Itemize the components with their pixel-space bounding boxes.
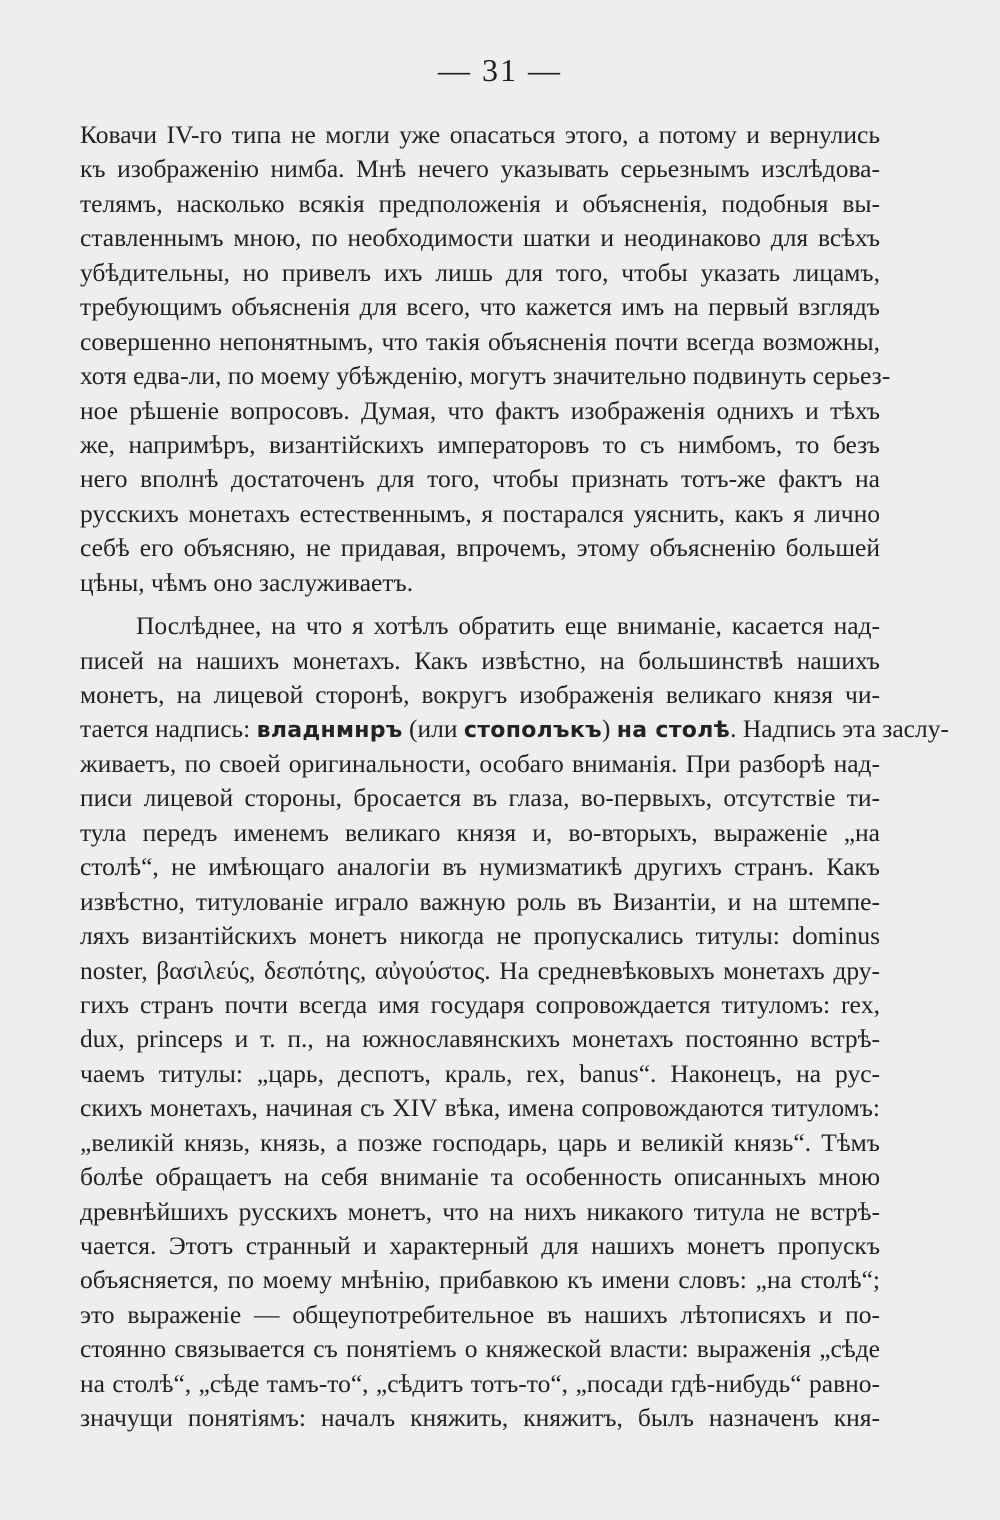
text-span: . Надпись эта заслу- (730, 714, 949, 744)
text-line-with-inscription (80, 712, 949, 746)
paragraph-first-line: Послѣднее, на что я хотѣлъ обратить еще вниманіе, касается над- (136, 611, 880, 641)
text-line: писи лицевой стороны, бросается въ глаза, во-первыхъ, отсутствіе ти- (80, 783, 880, 813)
old-slavonic-inscription: владнмнръ (256, 718, 403, 744)
text-line: скихъ монетахъ, начиная съ XIV вѣка, имена сопровождаются титуломъ: (80, 1093, 880, 1123)
text-line: чается. Этотъ странный и характерный для нашихъ монетъ пропускъ (80, 1231, 880, 1260)
text-line: на столѣ“, „сѣде тамъ-то“, „сѣдитъ тотъ-то“, „посади гдѣ-нибудь“ равно- (80, 1368, 880, 1398)
text-line: dux, princeps и т. п., на южнославянскихъ монетахъ постоянно встрѣ- (80, 1024, 880, 1054)
text-line: ное рѣшеніе вопросовъ. Думая, что фактъ изображенія однихъ и тѣхъ (80, 395, 880, 425)
text-line: это выраженіе — общеупотребительное въ нашихъ лѣтописяхъ и по- (80, 1299, 880, 1329)
text-line: столѣ“, не имѣющаго аналогіи въ нумизматикѣ другихъ странъ. Какъ (80, 852, 880, 882)
text-line: древнѣйшихъ русскихъ монетъ, что на нихъ никакого титула не встрѣ- (80, 1196, 880, 1226)
text-line: убѣдительны, но привелъ ихъ лишь для того, чтобы указать лицамъ, (80, 257, 880, 287)
text-span: ) (601, 714, 617, 744)
text-line: требующимъ объясненія для всего, что кажется имъ на первый взглядъ (80, 292, 880, 322)
text-line: „великій князь, князь, а позже господарь, царь и великій князь“. Тѣмъ (80, 1127, 880, 1157)
text-line: себѣ его объясняю, не придавая, впрочемъ, этому объясненію большей (80, 533, 880, 563)
text-line: чаемъ титулы: „царь, деспотъ, краль, rex, banus“. Наконецъ, на рус- (80, 1058, 880, 1088)
text-line: стоянно связывается съ понятіемъ о княжеской власти: выраженія „сѣде (80, 1334, 880, 1364)
old-slavonic-inscription: стополъкъ (463, 718, 602, 744)
page-body-text (80, 118, 949, 1436)
text-line: тула передъ именемъ великаго князя и, во-вторыхъ, выраженіе „на (80, 817, 880, 847)
text-line: монетъ, на лицевой сторонѣ, вокругъ изображенія великаго князя чи- (80, 680, 880, 709)
text-line: объясняется, по моему мнѣнію, прибавкою къ имени словъ: „на столѣ“; (80, 1265, 880, 1295)
text-line: извѣстно, титулованіе играло важную роль въ Византіи, и на штемпе- (80, 886, 880, 916)
text-line: него вполнѣ достаточенъ для того, чтобы признать тотъ-же фактъ на (80, 464, 880, 494)
text-line: телямъ, насколько всякія предположенія и объясненія, подобныя вы- (80, 188, 880, 218)
text-line: писей на нашихъ монетахъ. Какъ извѣстно, на большинствѣ нашихъ (80, 645, 880, 675)
page-number: — 31 — (438, 52, 562, 88)
text-line: болѣе обращаетъ на себя вниманіе та особенность описанныхъ мною (80, 1162, 880, 1192)
text-line: къ изображенію нимба. Мнѣ нечего указывать серьезнымъ изслѣдова- (80, 154, 880, 184)
text-line: ставленнымъ мною, по необходимости шатки и неодинаково для всѣхъ (80, 223, 880, 253)
text-line: живаетъ, по своей оригинальности, особаго вниманія. При разборѣ над- (80, 748, 880, 778)
text-line: ляхъ византійскихъ монетъ никогда не пропускались титулы: dominus (80, 921, 880, 951)
text-span: (или (402, 714, 464, 744)
text-line: совершенно непонятнымъ, что такія объясненія почти всегда возможны, (80, 326, 880, 356)
text-line: Ковачи IV-го типа не могли уже опасаться этого, а потому и вернулись (80, 120, 880, 149)
text-line: же, напримѣръ, византійскихъ императоровъ то съ нимбомъ, то безъ (80, 429, 880, 459)
paragraph-end-line: цѣны, чѣмъ оно заслуживаетъ. (80, 567, 414, 597)
old-slavonic-inscription: на столѣ (616, 718, 731, 744)
text-line: значущи понятіямъ: началъ княжить, княжитъ, былъ назначенъ кня- (80, 1403, 880, 1433)
text-line: гихъ странъ почти всегда имя государя сопровождается титуломъ: rex, (80, 989, 880, 1019)
text-span: тается надпись: (80, 714, 257, 744)
text-line: русскихъ монетахъ естественнымъ, я постарался уяснить, какъ я лично (80, 498, 880, 528)
text-line: хотя едва-ли, по моему убѣжденію, могутъ значительно подвинуть серьез- (80, 361, 891, 391)
text-line: noster, βασιλεύς, δεσπότης, αὐγούστος. На средневѣковыхъ монетахъ дру- (80, 955, 880, 985)
